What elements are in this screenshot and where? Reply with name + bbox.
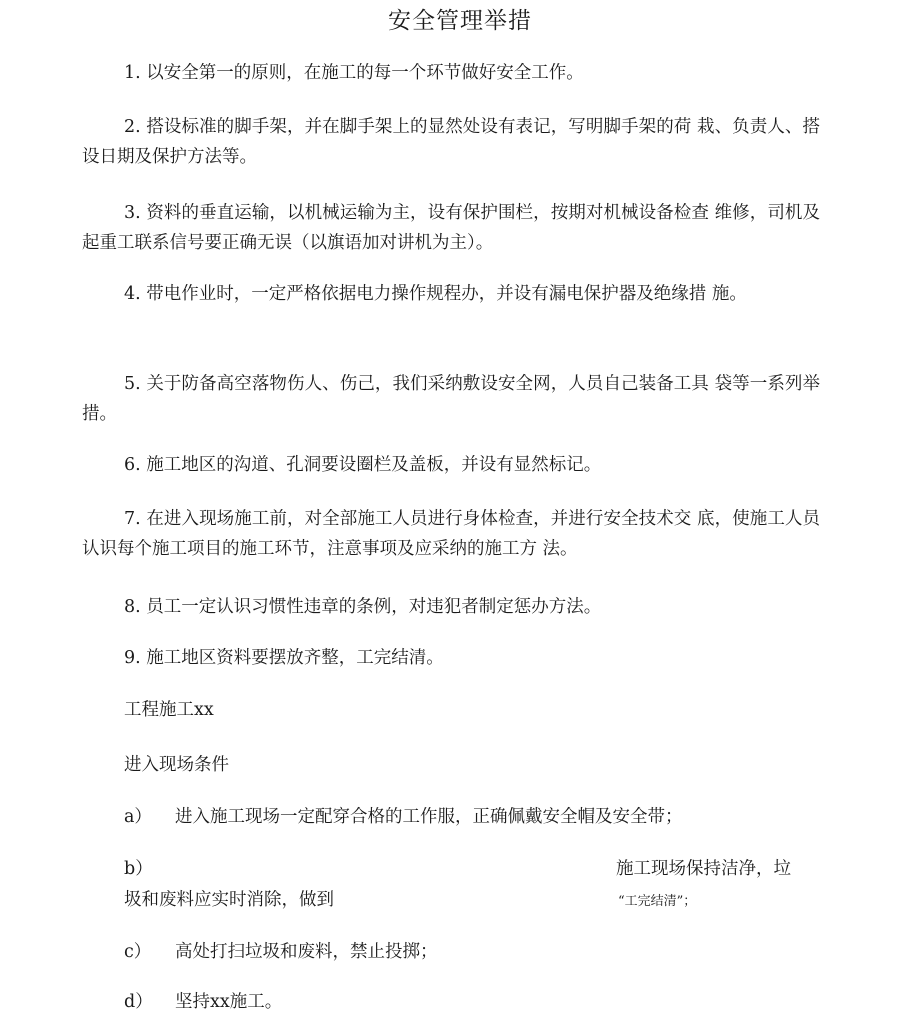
list-item-2: 2. 搭设标准的脚手架，并在脚手架上的显然处设有表记，写明脚手架的荷 栽、负责人、搭设日期及保护方法等。 (82, 117, 820, 167)
condition-c-label: c） (124, 942, 152, 962)
list-item-1: 1. 以安全第一的原则，在施工的每一个环节做好安全工作。 (124, 63, 584, 83)
condition-d-label: d） (124, 992, 153, 1012)
list-item-8: 8. 员工一定认识习惯性违章的条例，对违犯者制定惩办方法。 (124, 597, 602, 617)
list-item-4: 4. 带电作业时，一定严格依据电力操作规程办，并设有漏电保护器及绝缘措 施。 (124, 284, 747, 304)
page-title: 安全管理举措 (388, 8, 532, 34)
condition-c-text: 高处打扫垃圾和废料，禁止投掷； (175, 942, 438, 962)
section-heading: 工程施工xx (124, 700, 214, 720)
list-item-7: 7. 在进入现场施工前，对全部施工人员进行身体检查，并进行安全技术交 底，使施工人员认识每个施工项目的施工环节，注意事项及应采纳的施工方 法。 (82, 509, 820, 559)
list-item-6: 6. 施工地区的沟道、孔洞要设圈栏及盖板，并设有显然标记。 (124, 455, 602, 475)
list-item-3: 3. 资料的垂直运输，以机械运输为主，设有保护围栏，按期对机械设备检查 维修，司机及起重工联系信号要正确无误（以旗语加对讲机为主）。 (82, 203, 820, 253)
condition-b-text: 施工现场保持洁净，垃 (616, 859, 791, 879)
condition-d-text: 坚持xx施工。 (175, 992, 283, 1012)
condition-b-quote: “工完结清”； (618, 894, 697, 909)
list-item-5: 5. 关于防备高空落物伤人、伤己，我们采纳敷设安全网，人员自己装备工具 袋等一系列举措。 (82, 374, 820, 424)
subheading: 进入现场条件 (124, 755, 229, 775)
condition-a-label: a） (124, 807, 152, 827)
condition-b-label: b） (124, 859, 153, 879)
condition-a-text: 进入施工现场一定配穿合格的工作服，正确佩戴安全帽及安全带； (175, 807, 683, 827)
list-item-9: 9. 施工地区资料要摆放齐整，工完结清。 (124, 648, 444, 668)
condition-b-text-line2: 圾和废料应实时消除，做到 (124, 890, 334, 910)
